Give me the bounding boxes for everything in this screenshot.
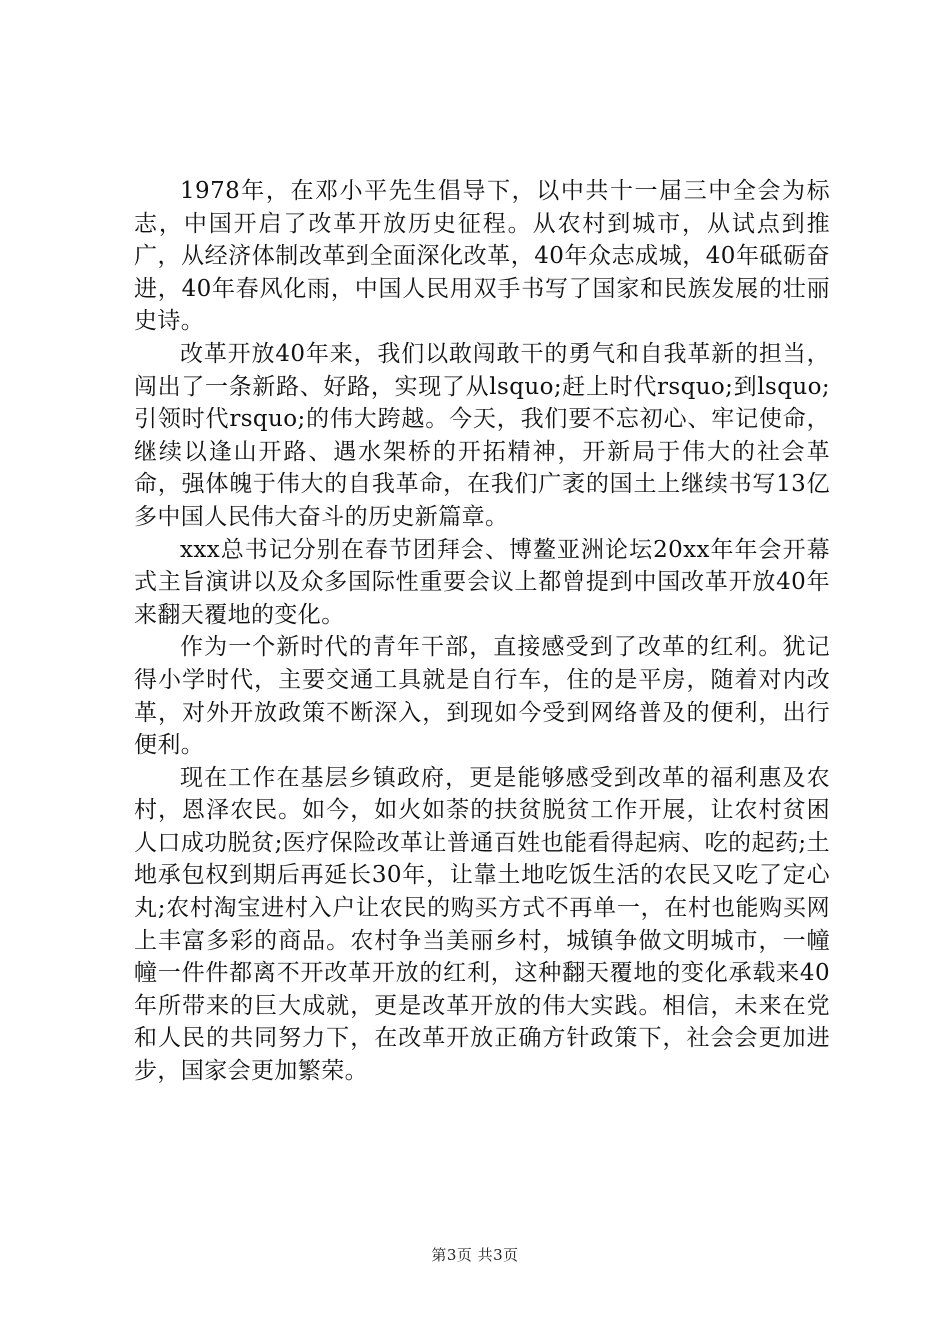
paragraph-5: 现在工作在基层乡镇政府，更是能够感受到改革的福利惠及农村，恩泽农民。如今，如火如荼的扶贫脱贫工作开展，让农村贫困人口成功脱贫;医疗保险改革让普通百姓也能看得起病、吃的起药;土地承包权到期后再延长30年，让靠土地吃饭生活的农民又吃了定心丸;农村淘宝进村入户让农民的购买方式不再单一，在村也能购买网上丰富多彩的商品。农村争当美丽乡村，城镇争做文明城市，一幢幢一件件都离不开改革开放的红利，这种翻天覆地的变化承载来40年所带来的巨大成就，更是改革开放的伟大实践。相信，未来在党和人民的共同努力下，在改革开放正确方针政策下，社会会更加进步，国家会更加繁荣。 <box>134 764 830 1085</box>
paragraph-1: 1978年，在邓小平先生倡导下，以中共十一届三中全会为标志，中国开启了改革开放历史征程。从农村到城市，从试点到推广，从经济体制改革到全面深化改革，40年众志成城，40年砥砺奋进，40年春风化雨，中国人民用双手书写了国家和民族发展的壮丽史诗。 <box>134 178 830 335</box>
document-body <box>134 175 830 1088</box>
paragraph-4: 作为一个新时代的青年干部，直接感受到了改革的红利。犹记得小学时代，主要交通工具就是自行车，住的是平房，随着对内改革，对外开放政策不断深入，到现如今受到网络普及的便利，出行便利。 <box>134 634 830 759</box>
paragraph-2: 改革开放40年来，我们以敢闯敢干的勇气和自我革新的担当，闯出了一条新路、好路，实现了从lsquo;赶上时代rsquo;到lsquo;引领时代rsquo;的伟大跨越。今天，我们要不忘初心、牢记使命，继续以逢山开路、遇水架桥的开拓精神，开新局于伟大的社会革命，强体魄于伟大的自我革命，在我们广袤的国土上继续书写13亿多中国人民伟大奋斗的历史新篇章。 <box>134 340 830 530</box>
paragraph-3: xxx总书记分别在春节团拜会、博鳌亚洲论坛20xx年年会开幕式主旨演讲以及众多国际性重要会议上都曾提到中国改革开放40年来翻天覆地的变化。 <box>134 536 830 628</box>
page-footer: 第3页 共3页 <box>431 1246 519 1264</box>
